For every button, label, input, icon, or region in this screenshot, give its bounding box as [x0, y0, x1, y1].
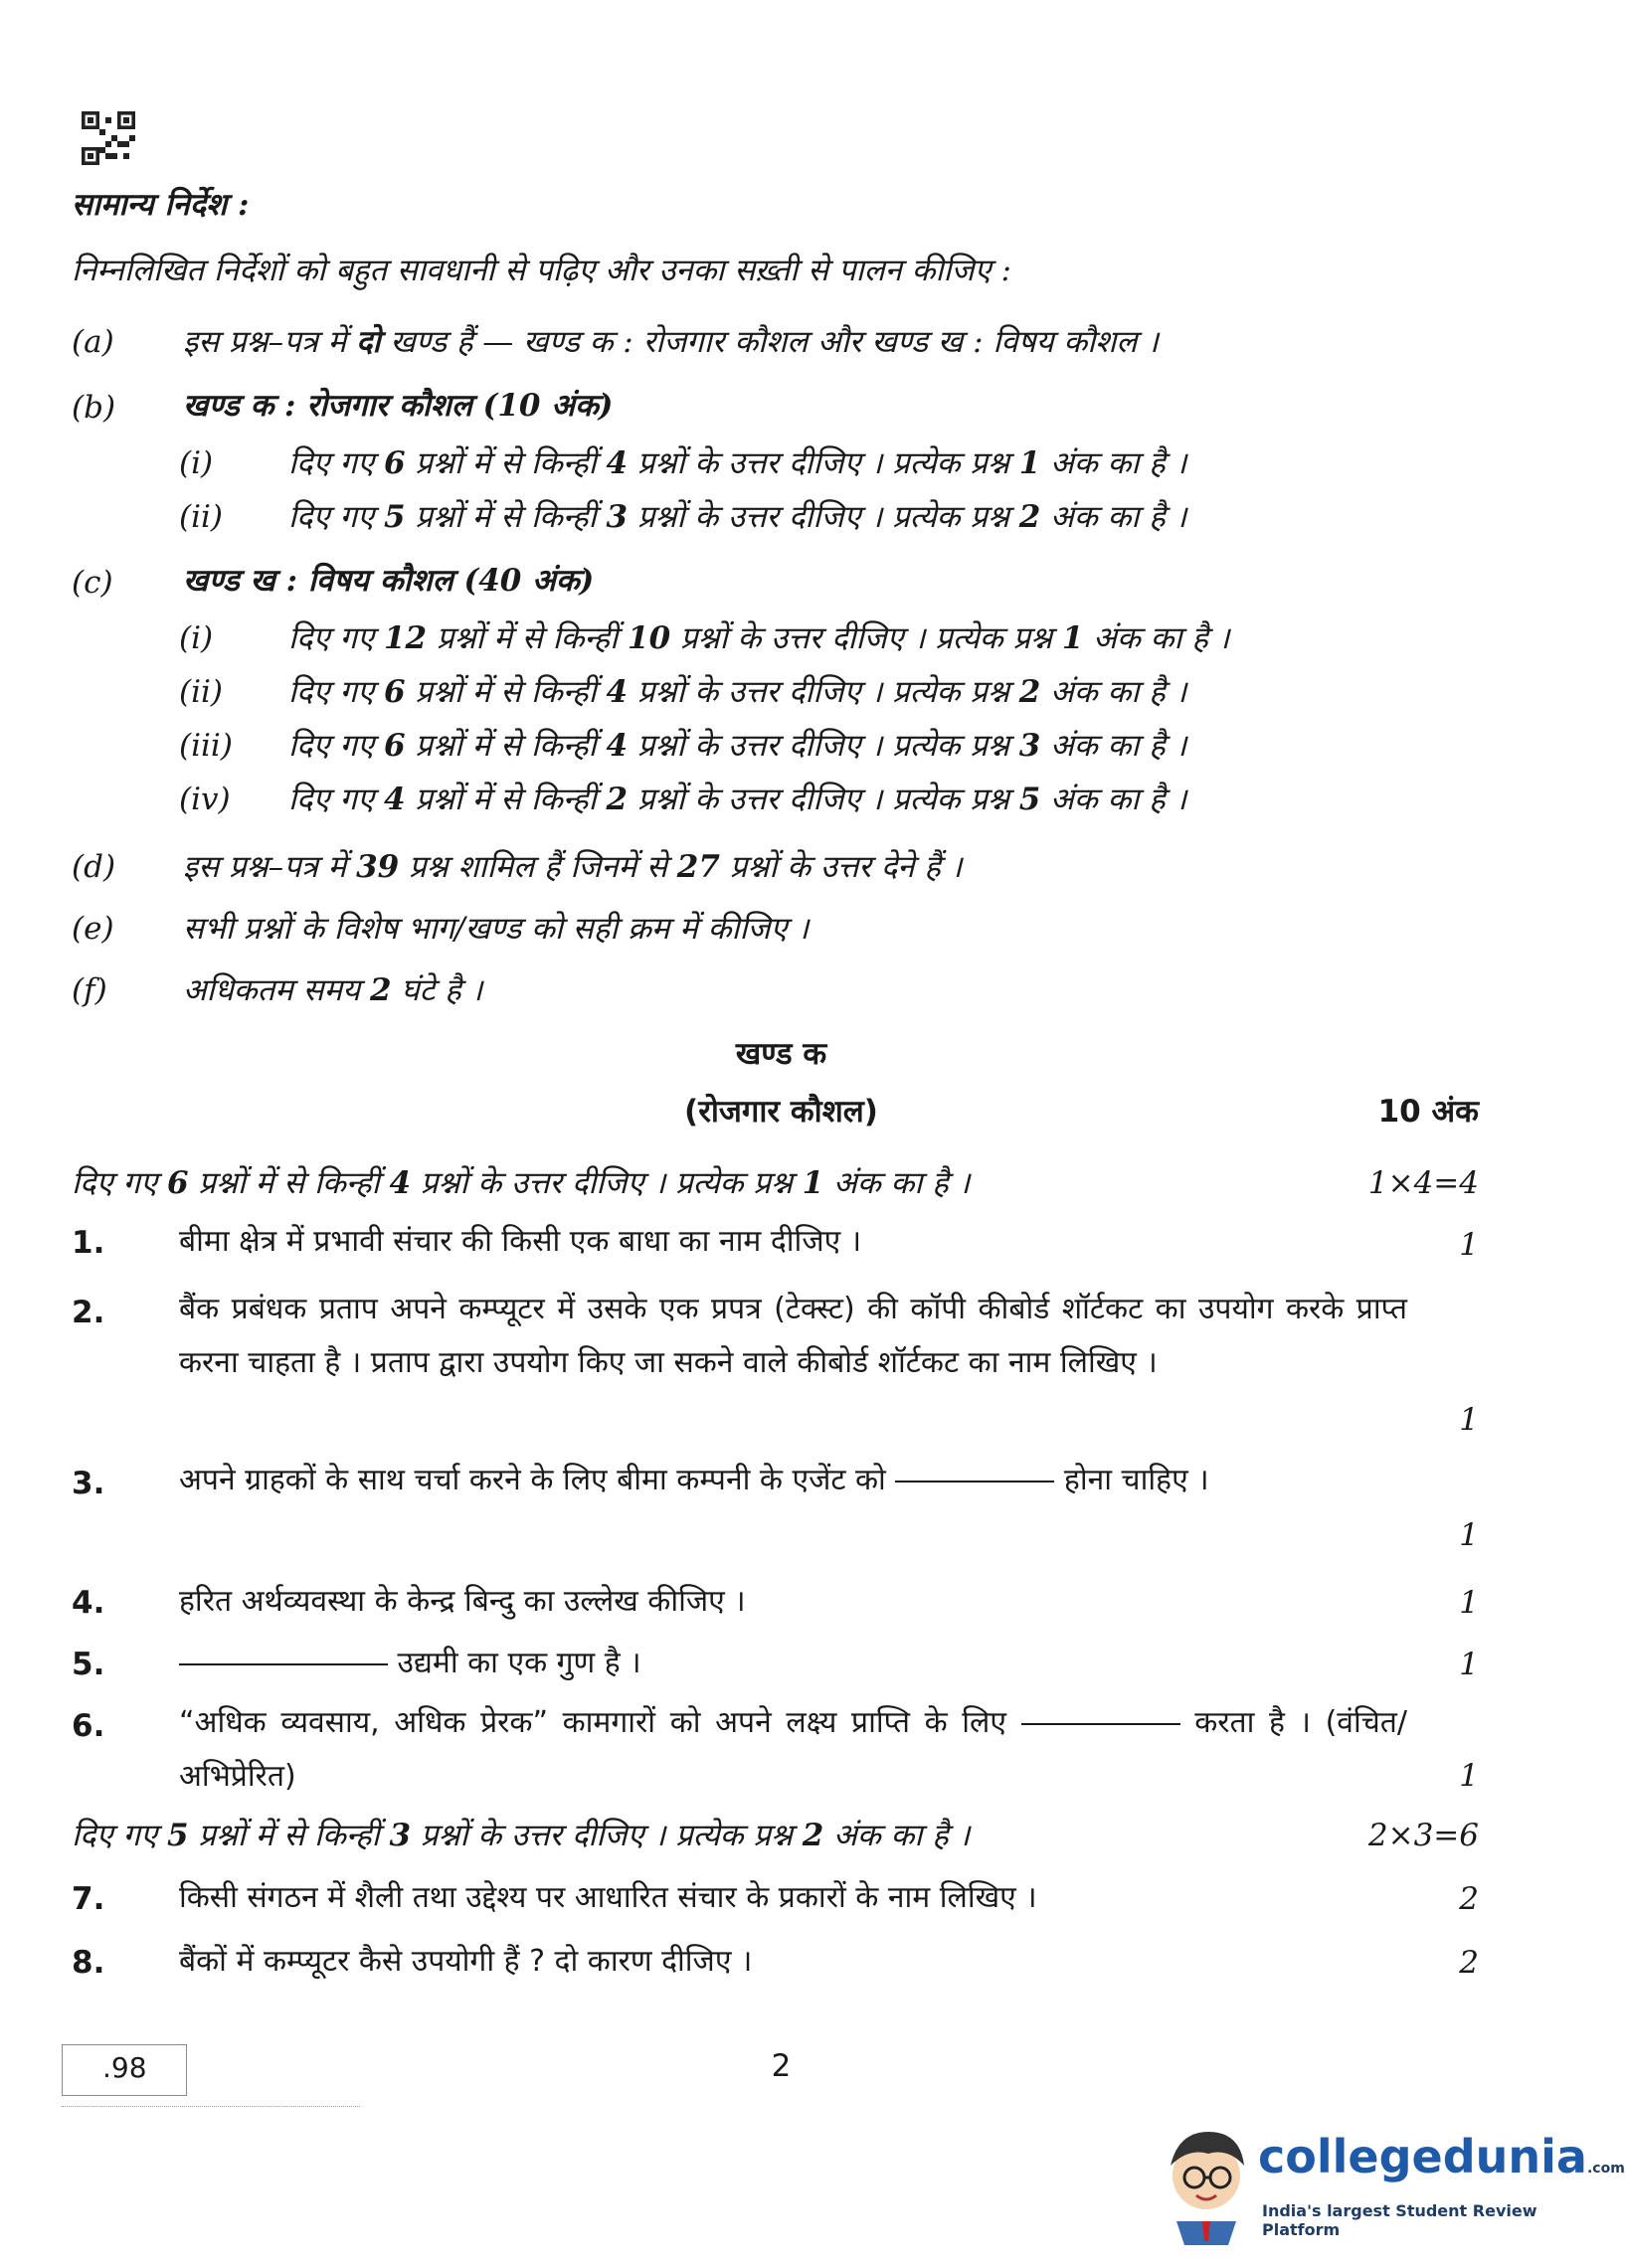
question-number: 1. — [72, 1225, 105, 1261]
section-a-title: खण्ड क : रोजगार कौशल (10 अंक) — [183, 388, 614, 424]
instructions-intro: निम्नलिखित निर्देशों को बहुत सावधानी से पढ़िए और उनका सख़्ती से पालन कीजिए : — [72, 253, 1011, 288]
section-b-title: खण्ड ख : विषय कौशल (40 अंक) — [183, 563, 595, 599]
question-text: उद्यमी का एक गुण है । — [179, 1637, 1407, 1690]
question-text: हरित अर्थव्यवस्था के केन्द्र बिन्दु का उल्लेख कीजिए । — [179, 1584, 746, 1619]
instruction-label-a: (a) — [72, 324, 114, 360]
instruction-c-iv-label: (iv) — [179, 782, 231, 817]
instruction-a: इस प्रश्न–पत्र में दो खण्ड हैं — खण्ड क : रोजगार कौशल और खण्ड ख : विषय कौशल । — [183, 324, 1159, 360]
question-marks: 1 — [1459, 1517, 1479, 1553]
part2-instruction: दिए गए 5 प्रश्नों में से किन्हीं 3 प्रश्नों के उत्तर दीजिए । प्रत्येक प्रश्न 2 अंक का है । — [72, 1818, 971, 1853]
instruction-b-ii: दिए गए 5 प्रश्नों में से किन्हीं 3 प्रश्नों के उत्तर दीजिए । प्रत्येक प्रश्न 2 अंक का है । — [288, 499, 1187, 535]
instruction-f: अधिकतम समय 2 घंटे है । — [183, 972, 483, 1008]
question-text: बैंकों में कम्प्यूटर कैसे उपयोगी हैं ? दो कारण दीजिए । — [179, 1944, 753, 1979]
question-text: बीमा क्षेत्र में प्रभावी संचार की किसी एक बाधा का नाम दीजिए । — [179, 1224, 862, 1259]
question-number: 5. — [72, 1647, 105, 1682]
instruction-c-iii: दिए गए 6 प्रश्नों में से किन्हीं 4 प्रश्नों के उत्तर दीजिए । प्रत्येक प्रश्न 3 अंक का है । — [288, 728, 1187, 764]
instruction-label-d: (d) — [72, 849, 116, 885]
instruction-label-e: (e) — [72, 911, 114, 947]
section-title: खण्ड क — [735, 1036, 827, 1072]
question-number: 2. — [72, 1295, 105, 1330]
section-marks: 10 अंक — [1377, 1094, 1479, 1130]
instruction-c-i: दिए गए 12 प्रश्नों में से किन्हीं 10 प्रश्नों के उत्तर दीजिए । प्रत्येक प्रश्न 1 अंक का है । — [288, 620, 1230, 656]
instruction-c-i-label: (i) — [179, 620, 214, 656]
instruction-label-f: (f) — [72, 972, 107, 1008]
question-marks: 1 — [1459, 1585, 1479, 1621]
logo-tagline: India's largest Student Review Platform — [1262, 2201, 1537, 2239]
fill-blank — [1021, 1722, 1180, 1725]
question-text: “अधिक व्यवसाय, अधिक प्रेरक” कामगारों को अपने लक्ष्य प्राप्ति के लिए करता है । (वंचित/अभिप्रेरित) — [179, 1705, 1407, 1794]
instruction-c-iii-label: (iii) — [179, 728, 233, 764]
instructions-heading: सामान्य निर्देश : — [72, 187, 250, 223]
question-text: बैंक प्रबंधक प्रताप अपने कम्प्यूटर में उसके एक प्रपत्र (टेक्स्ट) की कॉपी कीबोर्ड शॉर्टकट का उपयोग करके प्राप्त करना चाहता है । प्रताप द्वारा उपयोग किए जा सकने वाले कीबोर्ड शॉर्टकट का नाम लिखिए । — [179, 1292, 1407, 1380]
question-marks: 1 — [1459, 1227, 1479, 1263]
question-number: 4. — [72, 1585, 105, 1621]
instruction-c-ii: दिए गए 6 प्रश्नों में से किन्हीं 4 प्रश्नों के उत्तर दीजिए । प्रत्येक प्रश्न 2 अंक का है । — [288, 674, 1187, 710]
question-text: अपने ग्राहकों के साथ चर्चा करने के लिए बीमा कम्पनी के एजेंट को होना चाहिए । — [179, 1463, 1209, 1497]
question-marks: 2 — [1459, 1881, 1479, 1917]
part1-marks: 1×4=4 — [1367, 1165, 1479, 1201]
instruction-e: सभी प्रश्नों के विशेष भाग/खण्ड को सही क्रम में कीजिए । — [183, 911, 810, 947]
page-number: 2 — [771, 2048, 792, 2084]
logo-wordmark: collegedunia.com — [1258, 2130, 1625, 2183]
instruction-b-i-label: (i) — [179, 445, 214, 481]
question-number: 8. — [72, 1945, 105, 1981]
part2-marks: 2×3=6 — [1367, 1818, 1479, 1853]
mascot-icon — [1159, 2118, 1254, 2247]
question-number: 3. — [72, 1466, 105, 1501]
instruction-c-iv: दिए गए 4 प्रश्नों में से किन्हीं 2 प्रश्नों के उत्तर दीजिए । प्रत्येक प्रश्न 5 अंक का है । — [288, 782, 1187, 817]
instruction-d: इस प्रश्न–पत्र में 39 प्रश्न शामिल हैं जिनमें से 27 प्रश्नों के उत्तर देने हैं । — [183, 849, 963, 885]
section-subtitle: (रोजगार कौशल) — [684, 1094, 878, 1130]
instruction-label-b: (b) — [72, 390, 116, 426]
footer-rule — [62, 2106, 360, 2107]
instruction-b-i: दिए गए 6 प्रश्नों में से किन्हीं 4 प्रश्नों के उत्तर दीजिए । प्रत्येक प्रश्न 1 अंक का है । — [288, 445, 1187, 481]
instruction-c-ii-label: (ii) — [179, 674, 224, 710]
qr-code — [82, 111, 135, 165]
instruction-label-c: (c) — [72, 565, 113, 601]
fill-blank — [179, 1662, 388, 1665]
fill-blank — [895, 1480, 1054, 1483]
instruction-b-ii-label: (ii) — [179, 499, 224, 535]
question-text: किसी संगठन में शैली तथा उद्देश्य पर आधारित संचार के प्रकारों के नाम लिखिए । — [179, 1880, 1037, 1915]
question-number: 7. — [72, 1881, 105, 1917]
question-number: 6. — [72, 1708, 105, 1744]
question-marks: 2 — [1459, 1945, 1479, 1981]
part1-instruction: दिए गए 6 प्रश्नों में से किन्हीं 4 प्रश्नों के उत्तर दीजिए । प्रत्येक प्रश्न 1 अंक का है । — [72, 1165, 971, 1201]
collegedunia-logo — [1159, 2118, 1625, 2257]
question-marks: 1 — [1459, 1647, 1479, 1682]
question-marks: 1 — [1459, 1758, 1479, 1794]
question-marks: 1 — [1459, 1402, 1479, 1438]
paper-code: .98 — [102, 2051, 147, 2084]
